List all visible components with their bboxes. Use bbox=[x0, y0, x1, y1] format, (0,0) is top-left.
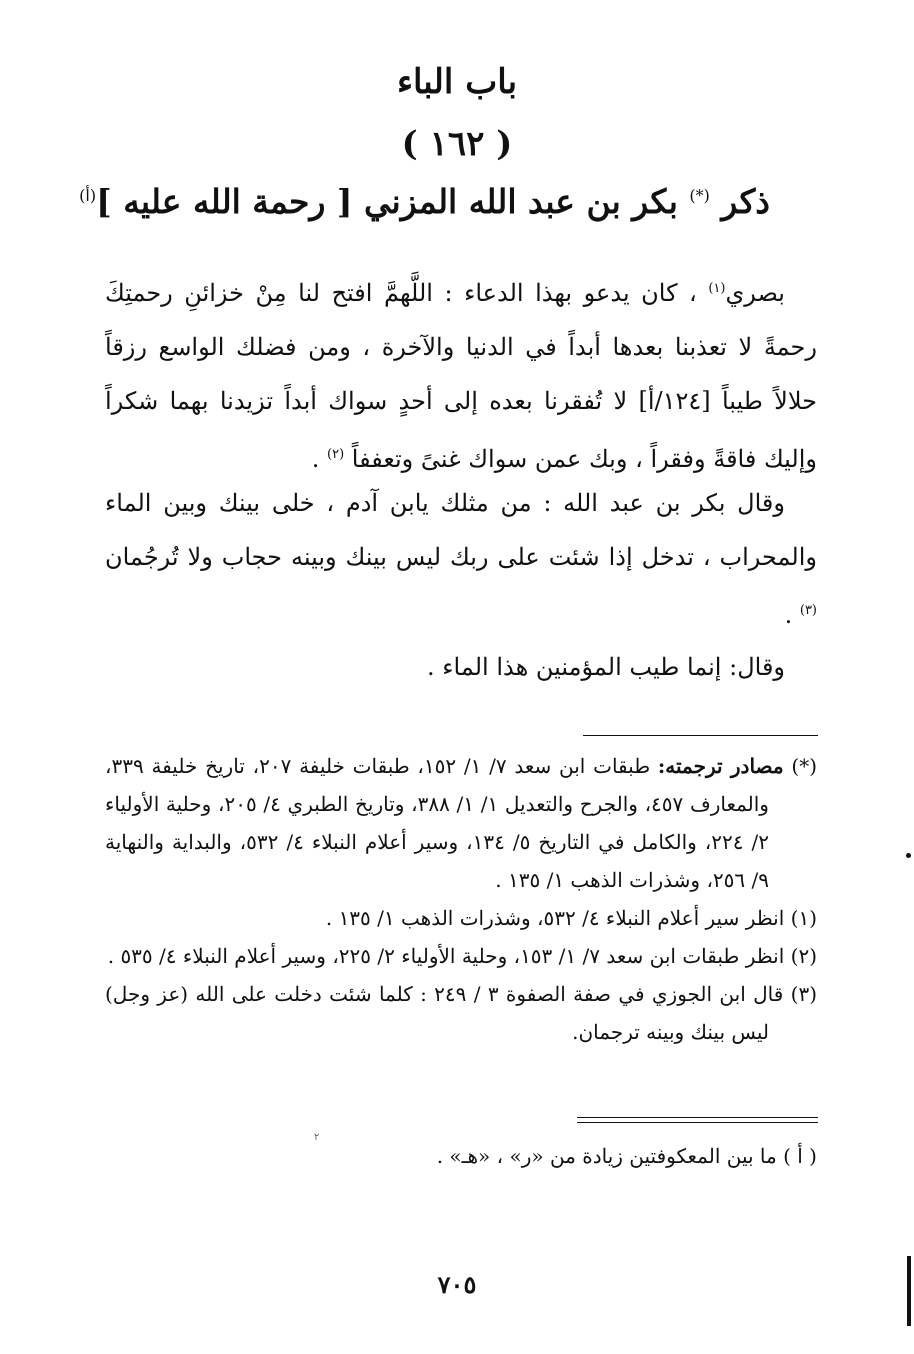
paragraph-2 bbox=[105, 476, 817, 642]
footnote-text: قال ابن الجوزي في صفة الصفوة ٣ / ٢٤٩ : كلما شئت دخلت على الله (عز وجل) ليس بينك وبينه ترجمان. bbox=[105, 982, 784, 1044]
footnote-item bbox=[105, 747, 817, 899]
footnote-label: مصادر ترجمته: bbox=[657, 754, 784, 778]
paragraph-text: ، كان يدعو بهذا الدعاء : اللَّهمَّ افتح لنا مِنْ خزائنِ رحمتِكَ رحمةً لا تعذبنا بعدها أبداً في الدنيا والآخرة ، ومن فضلك الواسع رزقاً حلالاً طيباً [١٢٤/أ] لا تُفقرنا بعده إلى أحدٍ سواك أبداً تزيدنا بهما شكراً وإليك فاقةً وفقراً ، وبك عمن سواك غنىً وتعففاً bbox=[105, 279, 817, 473]
variant-separator bbox=[577, 1117, 818, 1123]
footnote-item bbox=[105, 975, 817, 1051]
footnote-marker: (١) bbox=[790, 906, 817, 930]
scan-edge-mark bbox=[907, 1256, 911, 1326]
footnote-ref: (٢) bbox=[327, 447, 345, 462]
heading-prefix: ذكر bbox=[721, 182, 770, 221]
footnote-text: انظر سير أعلام النبلاء ٤/ ٥٣٢، وشذرات الذهب ١/ ١٣٥ . bbox=[325, 906, 785, 930]
variant-note bbox=[105, 1137, 817, 1175]
stray-mark: ٢ bbox=[314, 1132, 320, 1143]
paragraph-1 bbox=[105, 262, 817, 486]
footnote-marker: (٢) bbox=[790, 944, 817, 968]
scan-speck bbox=[906, 853, 911, 858]
footnote-separator bbox=[583, 735, 818, 736]
heading-mark: (*) bbox=[689, 186, 710, 205]
heading-variant-ref: (أ) bbox=[79, 186, 97, 205]
footnote-item bbox=[105, 899, 817, 937]
chapter-title: باب الباء bbox=[396, 62, 518, 102]
paragraph-3 bbox=[105, 640, 817, 694]
paragraph-text: وقال بكر بن عبد الله : من مثلك يابن آدم ، خلى بينك وبين الماء والمحراب ، تدخل إذا شئت على ربك ليس بينك وبينه حجاب ولا تُرجُمان bbox=[105, 489, 817, 571]
paragraph-lead: بصري bbox=[725, 279, 785, 307]
paragraph-text: وقال: إنما طيب المؤمنين هذا الماء . bbox=[427, 653, 785, 681]
variant-marker: ( أ ) bbox=[783, 1144, 817, 1168]
footnote-text: طبقات ابن سعد ٧/ ١/ ١٥٢، طبقات خليفة ٢٠٧، تاريخ خليفة ٣٣٩، والمعارف ٤٥٧، والجرح والتعديل ١/ ١/ ٣٨٨، وتاريخ الطبري ٤/ ٢٠٥، وحلية الأولياء ٢/ ٢٢٤، والكامل في التاريخ ٥/ ١٣٤، وسير أعلام النبلاء ٤/ ٥٣٢، والبداية والنهاية ٩/ ٢٥٦، وشذرات الذهب ١/ ١٣٥ . bbox=[105, 754, 769, 892]
heading-name: بكر بن عبد الله المزني bbox=[364, 182, 678, 221]
heading-addition: [ رحمة الله عليه ] bbox=[96, 182, 353, 221]
paragraph-end: . bbox=[311, 445, 320, 473]
entry-number: ( ١٦٢ ) bbox=[401, 124, 513, 164]
footnote-item bbox=[105, 937, 817, 975]
footnote-marker: (٣) bbox=[790, 982, 818, 1006]
footnote-text: انظر طبقات ابن سعد ٧/ ١/ ١٥٣، وحلية الأولياء ٢/ ٢٢٥، وسير أعلام النبلاء ٤/ ٥٣٥ . bbox=[107, 944, 785, 968]
footnote-ref: (٣) bbox=[799, 603, 817, 618]
page-number: ٧٠٥ bbox=[437, 1270, 477, 1299]
paragraph-end: . bbox=[784, 601, 793, 629]
footnote-marker: (*) bbox=[791, 754, 817, 778]
variant-text: ما بين المعكوفتين زيادة من «ر» ، «هـ» . bbox=[436, 1144, 777, 1168]
footnotes bbox=[105, 747, 817, 1051]
entry-heading bbox=[79, 182, 770, 221]
footnote-ref: (١) bbox=[708, 281, 726, 296]
